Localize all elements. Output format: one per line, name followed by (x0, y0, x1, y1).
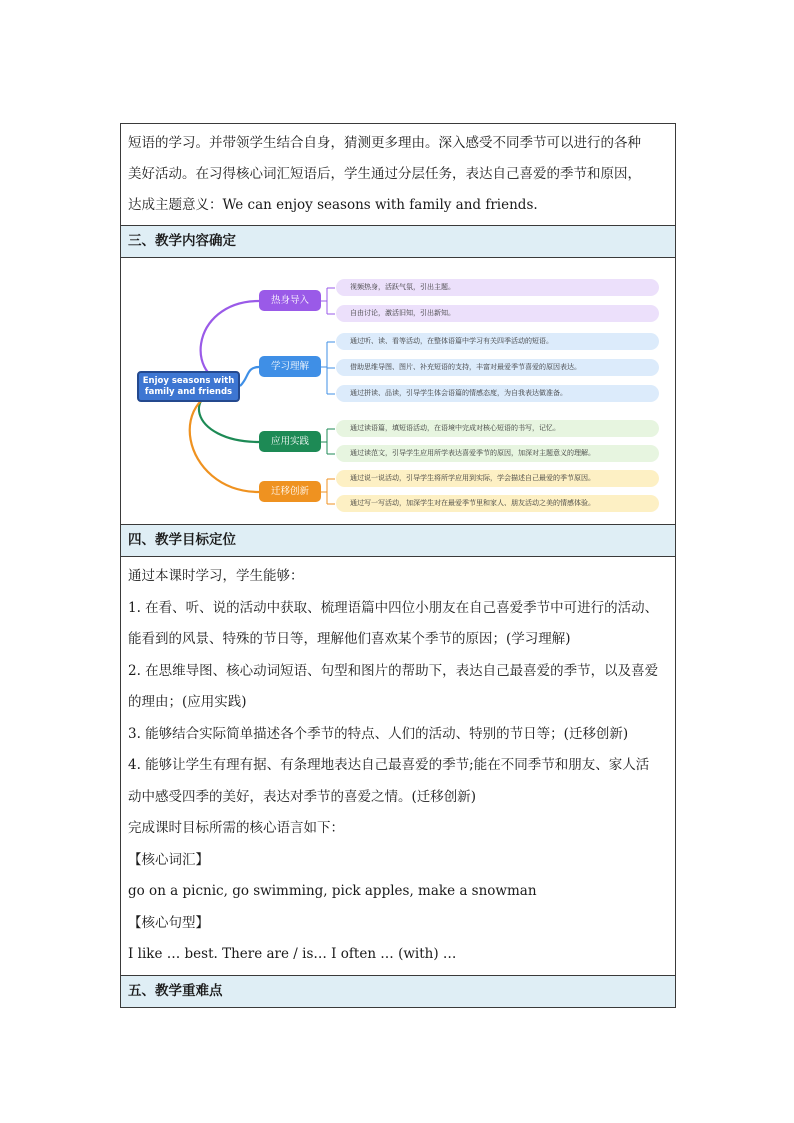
leaf-item: 通过拼读、品读，引导学生体会语篇的情感态度，为自我表达做准备。 (336, 385, 659, 402)
bracket-branch-2 (321, 342, 335, 394)
intro-line: 短语的学习。并带领学生结合自身，猜测更多理由。深入感受不同季节可以进行的各种 (128, 135, 641, 151)
mindmap-center-node (137, 371, 240, 402)
center-line: Enjoy seasons with (142, 376, 235, 386)
branch-transfer: 迁移创新 (259, 481, 321, 502)
center-line: family and friends (144, 387, 233, 397)
section-4-body (121, 557, 675, 975)
leaf-item: 借助思维导图、图片、补充短语的支持，丰富对最爱季节喜爱的原因表达。 (336, 359, 659, 376)
connector-branch-2 (240, 367, 259, 386)
branch-warmup: 热身导入 (259, 290, 321, 311)
objective-line: 能看到的风景、特殊的节日等，理解他们喜欢某个季节的原因；(学习理解) (128, 631, 571, 647)
bracket-branch-1 (321, 288, 335, 314)
objective-line: 1. 在看、听、说的活动中获取、梳理语篇中四位小朋友在自己喜爱季节中可进行的活动、 (128, 599, 659, 616)
bracket-branch-3 (321, 429, 335, 454)
leaf-item: 通过听、读、看等活动，在整体语篇中学习有关四季活动的短语。 (336, 333, 659, 350)
objective-line: 的理由；(应用实践) (128, 694, 247, 710)
objective-line: 完成课时目标所需的核心语言如下： (128, 820, 344, 836)
lesson-plan-table (120, 123, 676, 1008)
leaf-item: 自由讨论，激活旧知，引出新知。 (336, 305, 659, 322)
core-vocab-heading: 【核心词汇】 (128, 851, 209, 868)
branch-learning: 学习理解 (259, 356, 321, 377)
mindmap (121, 258, 675, 524)
core-vocab-list: go on a picnic, go swimming, pick apples, make a snowman (128, 883, 537, 899)
core-sentence-heading: 【核心句型】 (128, 914, 209, 931)
intro-line: 美好活动。在习得核心词汇短语后，学生通过分层任务，表达自己喜爱的季节和原因， (128, 166, 641, 182)
section-3-header: 三、教学内容确定 (121, 225, 675, 258)
leaf-item: 视频热身，活跃气氛，引出主题。 (336, 279, 659, 296)
objective-line: 2. 在思维导图、核心动词短语、句型和图片的帮助下，表达自己最喜爱的季节，以及喜爱 (128, 662, 659, 679)
intro-paragraph (121, 124, 675, 225)
objective-line: 3. 能够结合实际简单描述各个季节的特点、人们的活动、特别的节日等；(迁移创新) (128, 725, 629, 742)
leaf-item: 通过写一写活动，加深学生对在最爱季节里和家人、朋友活动之美的情感体验。 (336, 495, 659, 512)
objective-line: 动中感受四季的美好，表达对季节的喜爱之情。(迁移创新) (128, 788, 477, 805)
leaf-item: 通过读范文，引导学生应用所学表达喜爱季节的原因，加深对主题意义的理解。 (336, 445, 659, 462)
section-4-header: 四、教学目标定位 (121, 524, 675, 557)
leaf-item: 通过说一说活动，引导学生将所学应用到实际，学会描述自己最爱的季节原因。 (336, 470, 659, 487)
section-5-header: 五、教学重难点 (121, 975, 675, 1007)
branch-application: 应用实践 (259, 431, 321, 452)
bracket-branch-4 (321, 479, 335, 504)
intro-line: 达成主题意义：We can enjoy seasons with family and friends. (128, 197, 538, 213)
objective-line: 通过本课时学习，学生能够： (128, 568, 304, 584)
core-sentence-list: I like … best. There are / is… I often … (with) … (128, 946, 457, 962)
leaf-item: 通过读语篇，填短语活动，在语境中完成对核心短语的书写，记忆。 (336, 420, 659, 437)
objective-line: 4. 能够让学生有理有据、有条理地表达自己最喜爱的季节;能在不同季节和朋友、家人活 (128, 757, 650, 773)
